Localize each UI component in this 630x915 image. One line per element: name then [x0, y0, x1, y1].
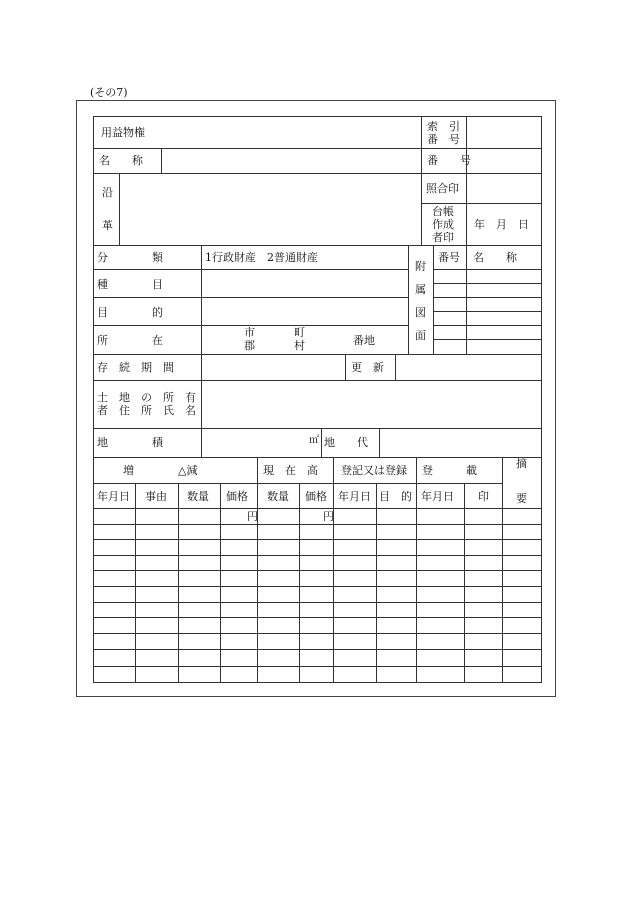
land-owner-label-2: 者 住 所 氏 名 [97, 404, 196, 417]
price-unit-yen-1: 円 [247, 510, 258, 523]
rent-field[interactable] [380, 429, 541, 457]
col-seal: 印 [478, 490, 489, 503]
area-unit: ㎡ [309, 435, 319, 446]
location-lot-label: 番地 [353, 334, 375, 347]
name-label: 名 称 [99, 154, 143, 167]
location-city-label: 市 [244, 326, 255, 339]
history-field[interactable] [120, 174, 421, 245]
land-owner-label-1: 土 地 の 所 有 [97, 391, 196, 404]
remarks-header-2: 要 [516, 492, 527, 505]
type-field[interactable] [202, 270, 408, 297]
type-label: 種 目 [97, 278, 163, 291]
index-number-label-2: 番 号 [427, 133, 460, 146]
col-price-1: 価格 [226, 490, 248, 503]
ledger-creator-label-1: 台帳 [432, 205, 454, 218]
registration-header: 登記又は登録 [341, 464, 407, 477]
price-unit-yen-2: 円 [323, 510, 334, 523]
duration-label: 存 続 期 間 [97, 361, 174, 374]
location-label: 所 在 [97, 334, 163, 347]
col-date-2: 年月日 [338, 490, 371, 503]
col-reason: 事由 [145, 490, 167, 503]
duration-field[interactable] [202, 355, 345, 380]
ledger-creator-label-3: 者印 [432, 231, 454, 244]
number-label: 番 号 [427, 154, 471, 167]
attached-drawings-label-4: 面 [415, 329, 426, 342]
classification-label: 分 類 [97, 251, 163, 264]
renewal-field[interactable] [396, 355, 541, 380]
location-village-label: 村 [294, 339, 305, 352]
increase-decrease-header: 増 △減 [123, 464, 198, 477]
index-number-label-1: 索 引 [427, 120, 460, 133]
history-label-2: 革 [102, 219, 113, 232]
attached-drawings-label-3: 図 [415, 306, 426, 319]
location-town-label: 町 [294, 326, 305, 339]
area-field[interactable] [202, 429, 321, 457]
col-date-1: 年月日 [97, 490, 130, 503]
purpose-field[interactable] [202, 298, 408, 325]
check-seal-field[interactable] [467, 174, 541, 203]
current-amount-header: 現 在 高 [263, 464, 318, 477]
drawing-number-header: 番号 [438, 251, 460, 264]
col-quantity-1: 数量 [187, 490, 209, 503]
location-county-label: 郡 [244, 339, 255, 352]
remarks-header-1: 摘 [516, 457, 527, 470]
col-quantity-2: 数量 [267, 490, 289, 503]
use-right-property-ledger-form [76, 100, 556, 697]
ledger-creator-label-2: 作成 [432, 218, 454, 231]
rent-label: 地 代 [324, 436, 368, 449]
col-date-3: 年月日 [421, 490, 454, 503]
attached-drawings-label-2: 属 [415, 283, 426, 296]
drawing-name-header: 名 称 [473, 251, 517, 264]
form-title: 用益物権 [101, 126, 145, 139]
purpose-label: 目 的 [97, 306, 163, 319]
entry-header: 登 載 [422, 464, 477, 477]
number-field[interactable] [467, 149, 541, 173]
attached-drawings-label-1: 附 [415, 260, 426, 273]
land-owner-field[interactable] [202, 381, 541, 428]
classification-value: 1行政財産 2普通財産 [205, 251, 318, 264]
area-label: 地 積 [97, 436, 163, 449]
renewal-label: 更 新 [351, 361, 384, 374]
history-label-1: 沿 [102, 186, 113, 199]
name-field[interactable] [162, 149, 421, 173]
check-seal-label: 照合印 [426, 182, 459, 195]
index-number-field[interactable] [467, 117, 541, 148]
page-label: (その7) [90, 86, 128, 99]
ledger-date-label: 年 月 日 [474, 218, 529, 231]
col-price-2: 価格 [305, 490, 327, 503]
col-purpose: 目 的 [379, 490, 412, 503]
